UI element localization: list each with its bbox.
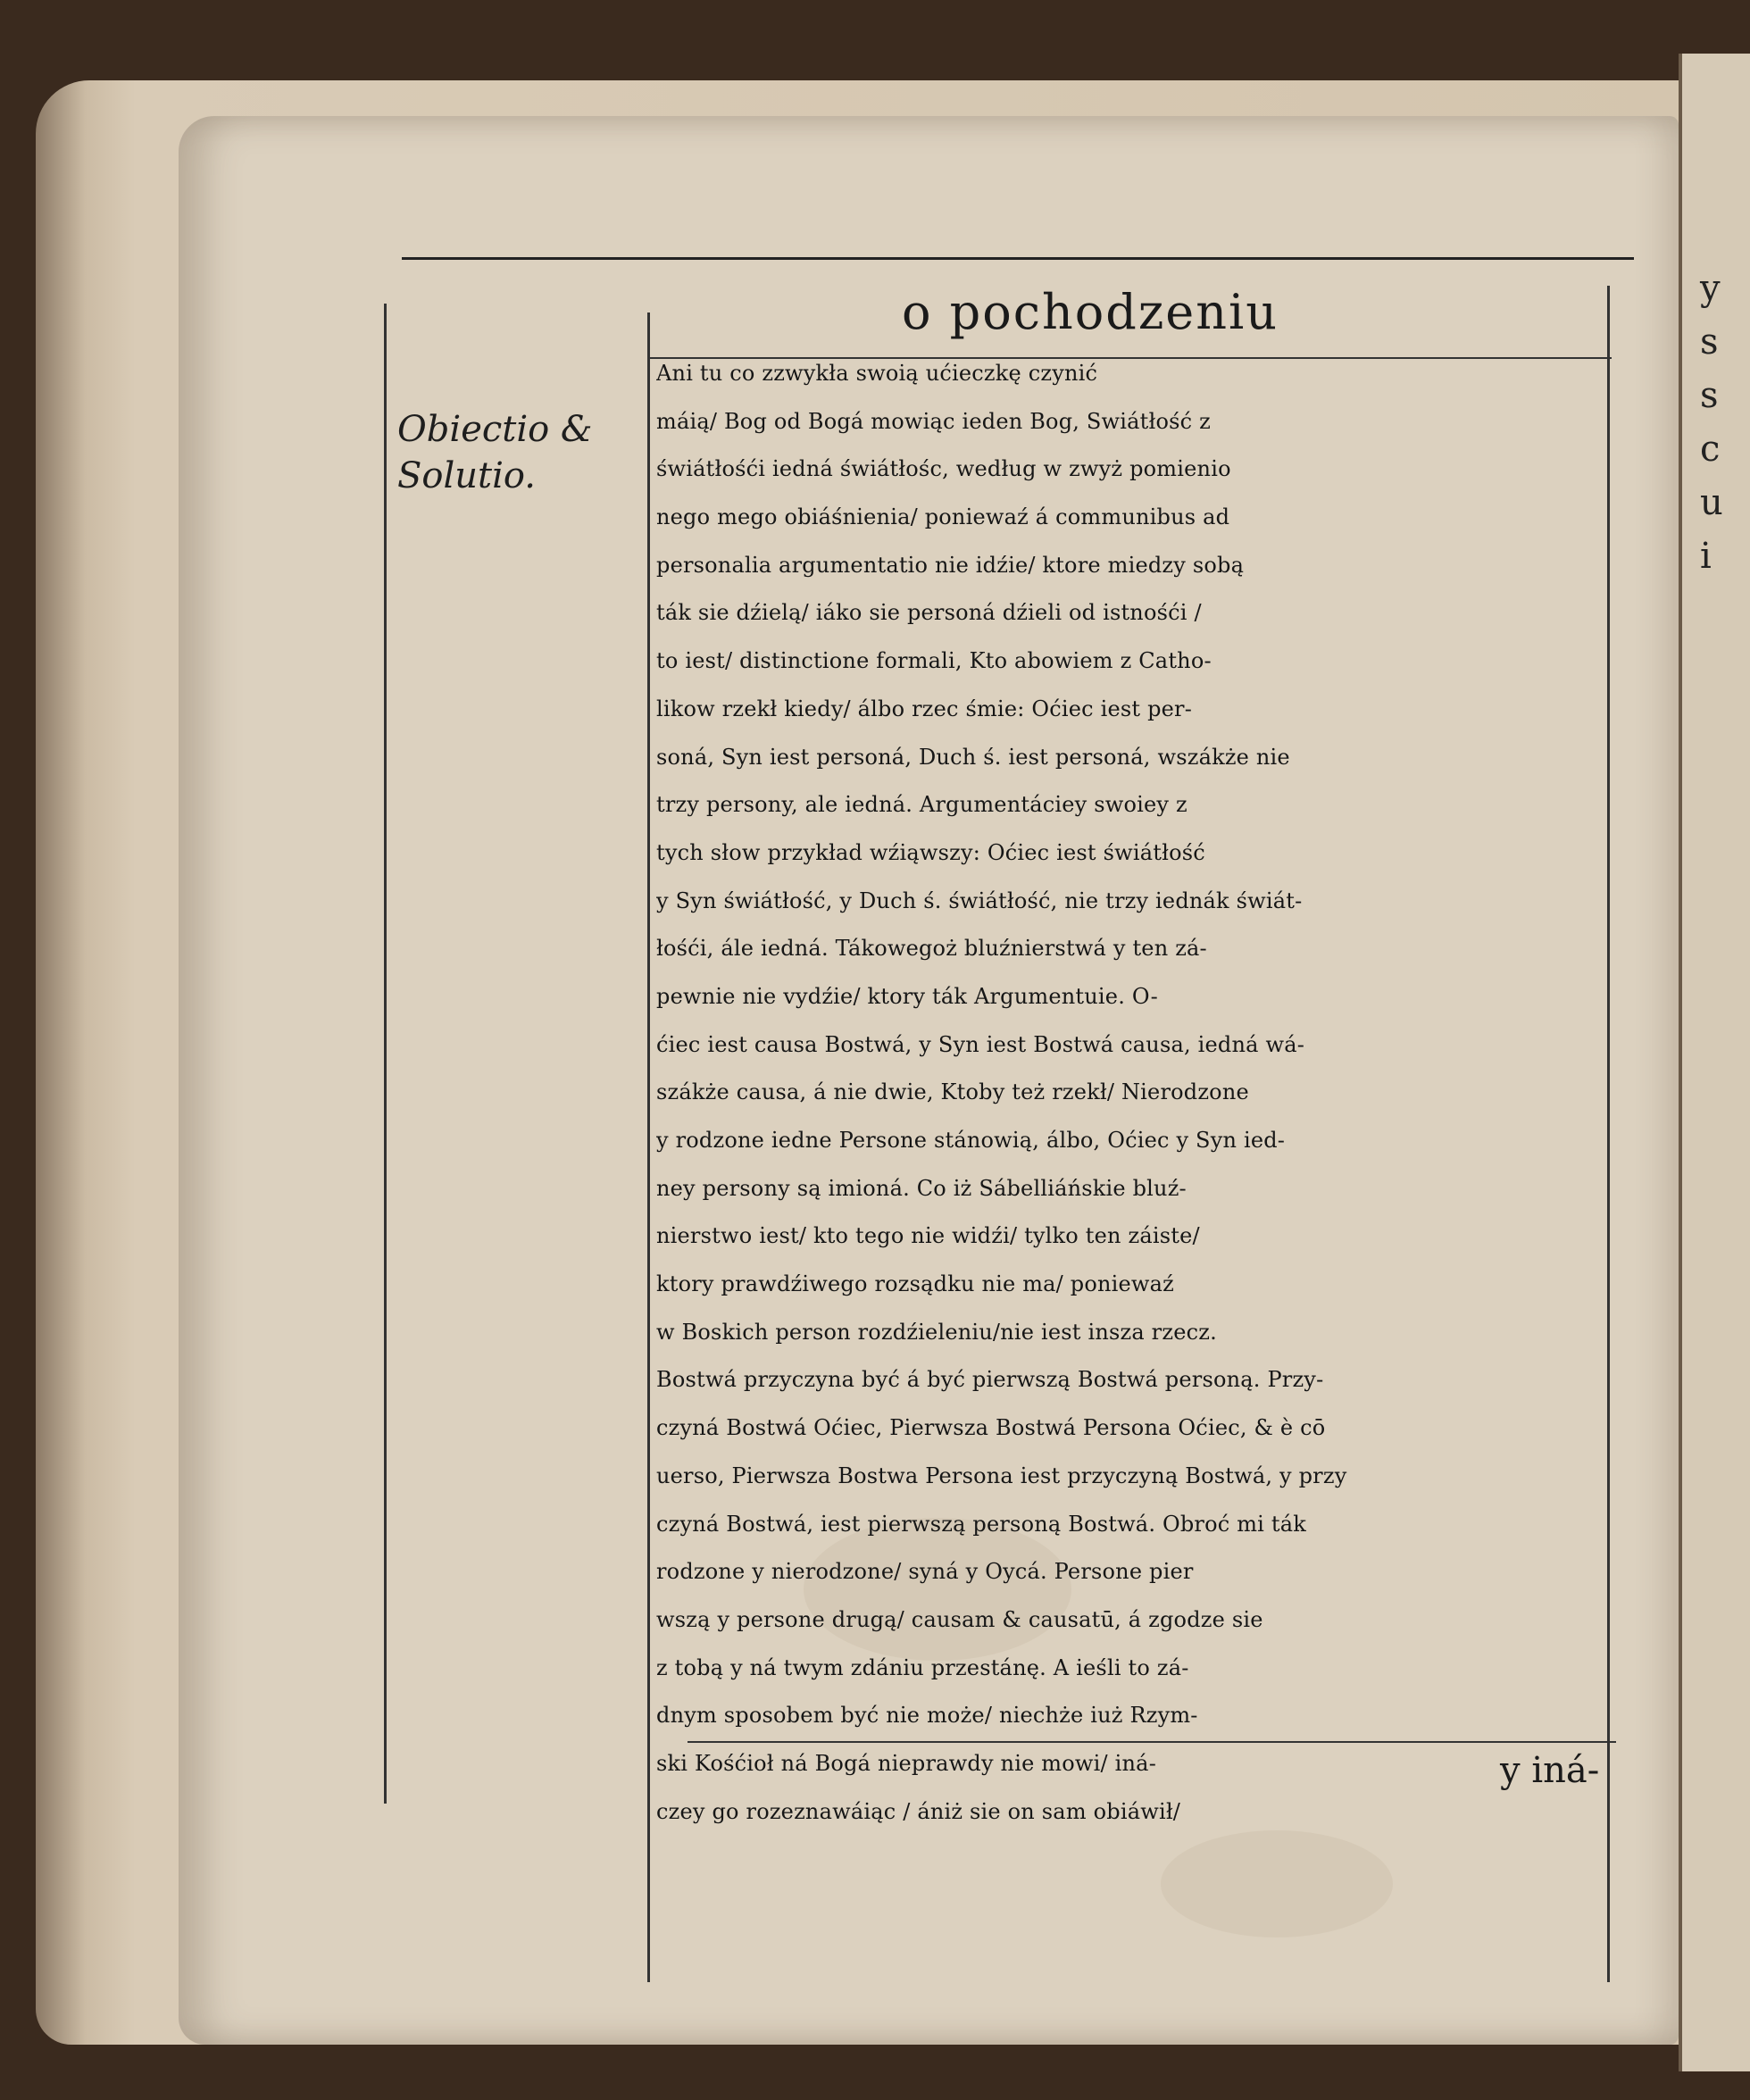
- text-line: świátłośći iedná świátłośc, według w zwyż pomienio: [656, 456, 1231, 482]
- body-text: [656, 350, 1621, 1836]
- catchword: y iná-: [1500, 1750, 1600, 1791]
- facing-page-edge: [1679, 54, 1750, 2071]
- running-head: o pochodzeniu: [902, 284, 1279, 340]
- text-line: ney persony są imioná. Co iż Sábelliáńskie bluź-: [656, 1175, 1187, 1201]
- text-line: nierstwo iest/ kto tego nie widźi/ tylko ten záiste/: [656, 1223, 1200, 1249]
- text-line: tych słow przykład wźiąwszy: Oćiec iest świátłość: [656, 839, 1205, 865]
- text-line: y Syn świátłość, y Duch ś. świátłość, nie trzy iednák świát-: [656, 888, 1303, 913]
- text-line: ták sie dźielą/ iáko sie personá dźieli od istnośći /: [656, 600, 1202, 626]
- facing-page-fragment: u: [1700, 482, 1723, 523]
- text-line: máią/ Bog od Bogá mowiąc ieden Bog, Swiátłość z: [656, 408, 1211, 434]
- text-line: y rodzone iedne Persone stánowią, álbo, Oćiec y Syn ied-: [656, 1128, 1286, 1153]
- text-line: czyná Bostwá Oćiec, Pierwsza Bostwá Persona Oćiec, & è cō: [656, 1415, 1326, 1441]
- paper-stain: [1161, 1830, 1393, 1938]
- header-rule: [402, 257, 1634, 260]
- facing-page-fragment: y: [1700, 268, 1721, 309]
- facing-page-fragment: s: [1700, 321, 1719, 362]
- text-line: personalia argumentatio nie idźie/ ktore miedzy sobą: [656, 552, 1245, 578]
- text-line: wszą y persone drugą/ causam & causatū, á zgodze sie: [656, 1606, 1263, 1632]
- margin-rule-left: [384, 304, 387, 1804]
- text-line: uerso, Pierwsza Bostwa Persona iest przyczyną Bostwá, y przy: [656, 1462, 1347, 1488]
- text-line: Bostwá przyczyna być á być pierwszą Bostwá personą. Przy-: [656, 1367, 1324, 1393]
- marginal-note-line: Obiectio &: [397, 409, 593, 450]
- text-line: to iest/ distinctione formali, Kto abowiem z Catho-: [656, 648, 1212, 674]
- text-line: w Boskich person rozdźieleniu/nie iest insza rzecz.: [656, 1319, 1217, 1345]
- text-line: Ani tu co zzwykła swoią ućieczkę czynić: [656, 361, 1098, 386]
- margin-rule-mid: [647, 312, 650, 1982]
- facing-page-fragment: s: [1700, 375, 1719, 416]
- text-line: pewnie nie vydźie/ ktory ták Argumentuie. O-: [656, 983, 1158, 1009]
- facing-page-fragment: c: [1700, 429, 1721, 470]
- facing-page-fragment: i: [1700, 536, 1712, 577]
- text-line: czey go rozeznawáiąc / ániż sie on sam obiáwił/: [656, 1798, 1181, 1824]
- text-line: ćiec iest causa Bostwá, y Syn iest Bostwá causa, iedná wá-: [656, 1031, 1305, 1057]
- text-line: szákże causa, á nie dwie, Ktoby też rzekł/ Nierodzone: [656, 1079, 1249, 1105]
- marginal-note: [397, 406, 629, 499]
- text-line: z tobą y ná twym zdániu przestánę. A ieśli to zá-: [656, 1654, 1189, 1680]
- marginal-note-line: Solutio.: [397, 455, 536, 496]
- text-line: soná, Syn iest personá, Duch ś. iest personá, wszákże nie: [656, 744, 1290, 770]
- text-line: czyná Bostwá, iest pierwszą personą Bostwá. Obroć mi ták: [656, 1511, 1306, 1537]
- text-line: likow rzekł kiedy/ álbo rzec śmie: Oćiec iest per-: [656, 696, 1193, 721]
- text-line: rodzone y nierodzone/ syná y Oycá. Persone pier: [656, 1559, 1194, 1585]
- text-line: łośći, ále iedná. Tákowegoż bluźnierstwá y ten zá-: [656, 936, 1207, 962]
- text-line: dnym sposobem być nie może/ niechże iuż Rzym-: [656, 1703, 1198, 1729]
- text-line: trzy persony, ale iedná. Argumentáciey swoiey z: [656, 792, 1188, 818]
- text-line: ski Kośćioł ná Bogá nieprawdy nie mowi/ iná-: [656, 1750, 1157, 1776]
- text-line: ktory prawdźiwego rozsądku nie ma/ poniewaź: [656, 1271, 1175, 1297]
- text-line: nego mego obiáśnienia/ poniewaź á communibus ad: [656, 504, 1230, 530]
